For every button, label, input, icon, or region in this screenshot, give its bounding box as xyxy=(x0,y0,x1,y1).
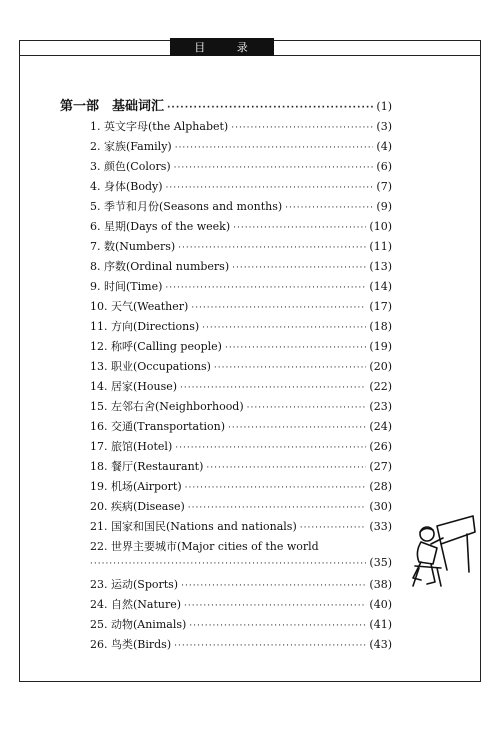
toc-entry: 12. 称呼(Calling people) ····· (19) xyxy=(60,338,392,358)
leader-dots xyxy=(167,103,373,113)
toc-entry: 20. 疾病(Disease) ····· (30) xyxy=(60,498,392,518)
toc-entry: 8. 序数(Ordinal numbers) ····· (13) xyxy=(60,258,392,278)
toc-entry: 18. 餐厅(Restaurant) ····· (27) xyxy=(60,458,392,478)
toc-entry: 21. 国家和国民(Nations and nationals) ····· (33) xyxy=(60,518,392,538)
toc-entry: 4. 身体(Body) ····· (7) xyxy=(60,178,392,198)
toc-entry-wrapped-title: 22. 世界主要城市(Major cities of the world xyxy=(90,540,319,553)
toc-entry: 7. 数(Numbers) ····· (11) xyxy=(60,238,392,258)
person-at-drafting-table-icon xyxy=(407,512,477,588)
toc-entry: 9. 时间(Time) ····· (14) xyxy=(60,278,392,298)
toc-part-heading xyxy=(60,95,392,115)
toc-entry: 15. 左邻右舍(Neighborhood) ····· (23) xyxy=(60,398,392,418)
part-title: 第一部 基础词汇 xyxy=(60,99,165,114)
toc-entry: 6. 星期(Days of the week) ····· (10) xyxy=(60,218,392,238)
part-page: (1) xyxy=(376,100,392,113)
toc-entry: 11. 方向(Directions) ····· (18) xyxy=(60,318,392,338)
toc-entry: 19. 机场(Airport) ····· (28) xyxy=(60,478,392,498)
toc-entry: 10. 天气(Weather) ····· (17) xyxy=(60,298,392,318)
toc-entry: 16. 交通(Transportation) ····· (24) xyxy=(60,418,392,438)
contents-heading: 目 录 xyxy=(170,38,274,56)
toc-entry: 23. 运动(Sports) ····· (38) xyxy=(60,576,392,596)
toc-entry: 1. 英文字母(the Alphabet) ····· (3) xyxy=(60,118,392,138)
toc-entry-wrapped-leader: ····· (35) xyxy=(60,556,392,576)
toc-entry: 26. 鸟类(Birds) ····· (43) xyxy=(60,636,392,656)
toc-entry: 2. 家族(Family) ····· (4) xyxy=(60,138,392,158)
toc-entry: 17. 旅馆(Hotel) ····· (26) xyxy=(60,438,392,458)
table-of-contents xyxy=(60,95,392,656)
toc-entry: 24. 自然(Nature) ····· (40) xyxy=(60,596,392,616)
toc-entry: 5. 季节和月份(Seasons and months) ····· (9) xyxy=(60,198,392,218)
toc-entry: 14. 居家(House) ····· (22) xyxy=(60,378,392,398)
toc-entry: 25. 动物(Animals) ····· (41) xyxy=(60,616,392,636)
toc-entry: 3. 颜色(Colors) ····· (6) xyxy=(60,158,392,178)
toc-entry: 13. 职业(Occupations) ····· (20) xyxy=(60,358,392,378)
